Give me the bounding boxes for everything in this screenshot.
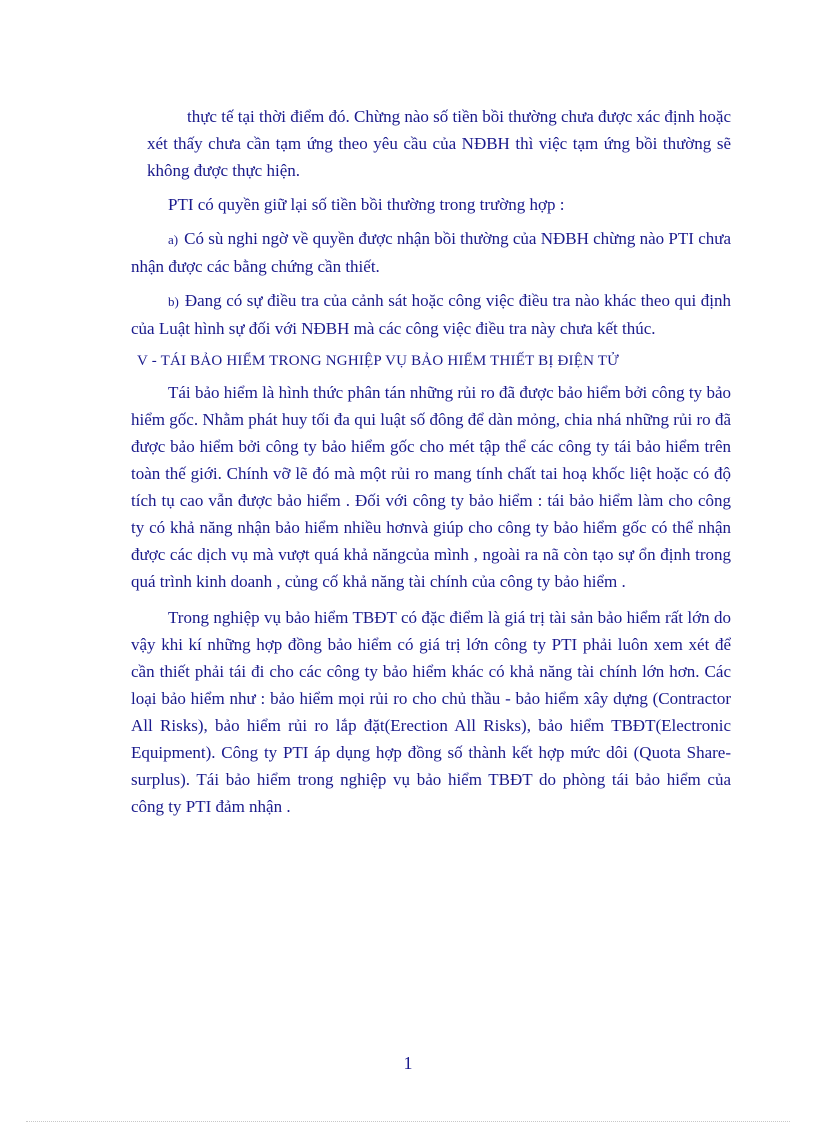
footer-divider xyxy=(26,1121,790,1122)
section-heading: V - TÁI BẢO HIỂM TRONG NGHIỆP VỤ BẢO HIỂM THIẾT BỊ ĐIỆN TỬ xyxy=(137,353,619,369)
list-text-b: Đang có sự điều tra của cảnh sát hoặc công việc điều tra nào khác theo qui định của Luật hình sự đối với NĐBH mà các công việc điều tra này chưa kết thúc. xyxy=(131,291,731,338)
reinsurance-paragraph: Tái bảo hiểm là hình thức phân tán những rủi ro đã được bảo hiểm bởi công ty bảo hiểm gốc. Nhằm phát huy tối đa qui luật số đông để dàn mỏng, chia nhá những rủi ro đã được bảo hiểm bởi công ty bảo hiểm gốc cho mét tập thể các công ty tái bảo hiểm trên toàn thế giới. Chính vỡ lẽ đó mà một rủi ro mang tính chất tai hoạ khốc liệt hoặc có độ tích tụ cao vẫn được bảo hiểm . Đối với công ty bảo hiểm : tái bảo hiểm làm cho công ty có khả năng nhận bảo hiểm nhiều hơnvà giúp cho công ty bảo hiểm gốc có thể nhận được các dịch vụ mà vượt quá khả năngcủa mình , ngoài ra nã còn tạo sự ổn định trong quá trình kinh doanh , củng cố khả năng tài chính của công ty bảo hiểm . xyxy=(131,383,731,591)
retention-intro: PTI có quyền giữ lại số tiền bồi thường trong trường hợp : xyxy=(168,195,565,214)
list-text-a: Có sù nghi ngờ về quyền được nhận bồi thường của NĐBH chừng nào PTI chưa nhận được các bằng chứng cần thiết. xyxy=(131,229,731,276)
list-marker-a: a) xyxy=(168,232,179,247)
page-body xyxy=(131,103,731,820)
list-item-a xyxy=(131,225,731,280)
list-marker-b: b) xyxy=(168,294,179,309)
tbdt-paragraph: Trong nghiệp vụ bảo hiểm TBĐT có đặc điểm là giá trị tài sản bảo hiểm rất lớn do vậy khi kí những hợp đồng bảo hiểm có giá trị lớn công ty PTI phải luôn xem xét để cần thiết phải tái đi cho các công ty bảo hiểm khác có khả năng tài chính lớn hơn. Các loại bảo hiểm như : bảo hiểm mọi rủi ro cho chủ thầu - bảo hiểm xây dựng (Contractor All Risks), bảo hiểm rủi ro lắp đặt(Erection All Risks), bảo hiểm TBĐT(Electronic Equipment). Công ty PTI áp dụng hợp đồng số thành kết hợp mức dôi (Quota Share-surplus). Tái bảo hiểm trong nghiệp vụ bảo hiểm TBĐT do phòng tái bảo hiểm của công ty PTI đảm nhận . xyxy=(131,608,731,816)
page-number: 1 xyxy=(403,1053,413,1073)
continuation-text: thực tế tại thời điểm đó. Chừng nào số tiền bồi thường chưa được xác định hoặc xét thấy chưa cần tạm ứng theo yêu cầu của NĐBH thì việc tạm ứng bồi thường sẽ không được thực hiện. xyxy=(147,107,731,180)
list-item-b xyxy=(131,287,731,342)
continuation-paragraph xyxy=(131,103,731,184)
